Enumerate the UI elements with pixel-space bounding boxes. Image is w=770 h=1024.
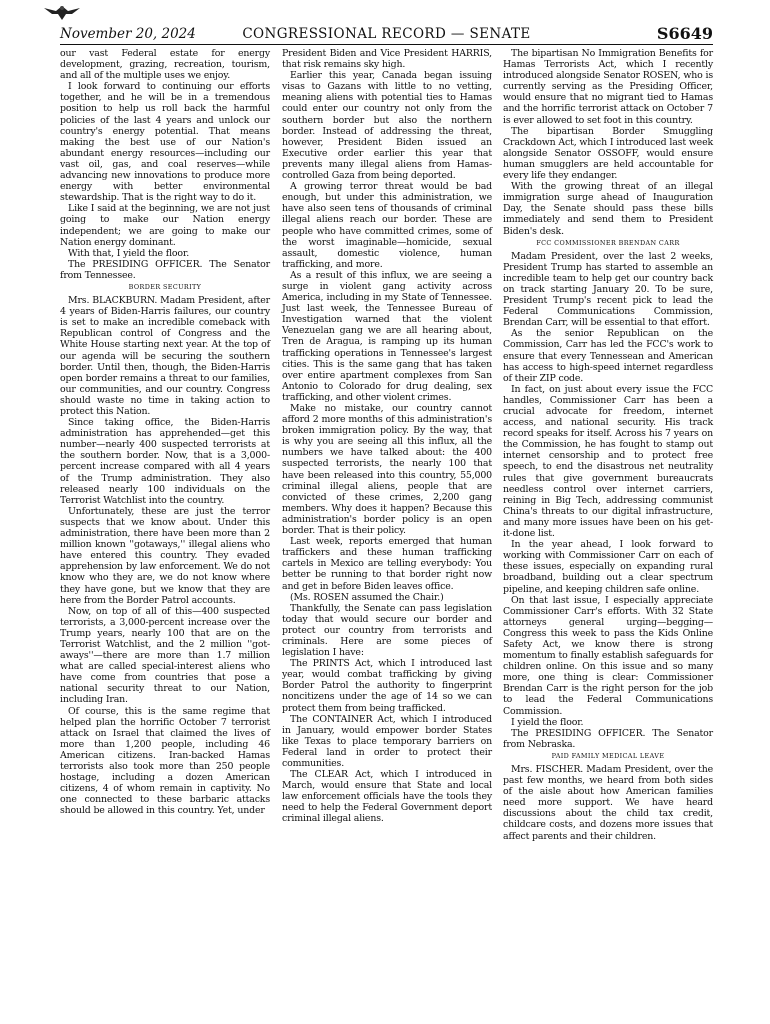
paragraph: In the year ahead, I look forward to working with Commissioner Carr on each of these issues, especially on expanding rural broadband, building out a clear spectrum pipeline, and keeping children safe online. [503, 539, 713, 595]
paragraph: Mrs. FISCHER. Madam President, over the past few months, we heard from both sides of the aisle about how American families need more support. We have heard discussions about the child tax credit, childcare costs, and dozens more issues that affect parents and their children. [503, 764, 713, 842]
paragraph: The bipartisan No Immigration Benefits for Hamas Terrorists Act, which I recently introduced alongside Senator ROSEN, who is currently serving as the Presiding Officer, would ensure that no migrant tied to Hamas and the horrific terrorist attack on October 7 is ever allowed to set foot in this country. [503, 48, 713, 126]
paragraph: President Biden and Vice President HARRIS, that risk remains sky high. [282, 48, 492, 71]
section-heading: FCC COMMISSIONER BRENDAN CARR [536, 238, 680, 247]
section-heading: BORDER SECURITY [128, 282, 202, 291]
page-header [60, 24, 713, 44]
paragraph: Since taking office, the Biden-Harris administration has apprehended—get this number—nearly 400 suspected terrorists at the southern border. Now, that is a 3,000-percent increase compared with all 4 years of the Trump administration. They also released nearly 100 individuals on the Terrorist Watchlist into the country. [60, 417, 270, 506]
section-heading: PAID FAMILY MEDICAL LEAVE [551, 751, 665, 760]
text-column-3 [503, 48, 713, 842]
record-date: November 20, 2024 [60, 26, 196, 42]
paragraph: With that, I yield the floor. [68, 247, 190, 259]
paragraph: I look forward to continuing our efforts together, and he will be in a tremendous position to help us roll back the harmful policies of the last 4 years and unlock our country's energy potential. That means making the best use of our Nation's abundant energy resources—including our vast oil, gas, and coal reserves—while advancing new innovations to produce more energy with better environmental stewardship. That is the right way to do it. [60, 81, 270, 204]
paragraph: Last week, reports emerged that human traffickers and these human trafficking cartels in Mexico are telling everybody: You better be running to that border right now and get in before Biden leaves office. [282, 536, 492, 592]
paragraph: I yield the floor. [511, 716, 584, 728]
paragraph: Of course, this is the same regime that helped plan the horrific October 7 terrorist attack on Israel that claimed the lives of more than 1,200 people, including 46 American citizens. Iran-backed Hamas terrorists also took more than 250 people hostage, including a dozen American citizens, 4 of whom remain in captivity. No one connected to these barbaric attacks should be allowed in this country. Yet, under [60, 705, 270, 817]
page-number: S6649 [656, 24, 713, 43]
paragraph: The PRESIDING OFFICER. The Senator from Nebraska. [503, 727, 713, 750]
paragraph: With the growing threat of an illegal immigration surge ahead of Inauguration Day, the Senate should pass these bills immediately and send them to President Biden's desk. [503, 181, 713, 237]
eagle-seal-icon [42, 2, 82, 22]
paragraph: Thankfully, the Senate can pass legislation today that would secure our border and protect our country from terrorists and criminals. Here are some pieces of legislation I have: [282, 602, 492, 659]
paragraph: (Ms. ROSEN assumed the Chair.) [290, 591, 444, 603]
paragraph: Earlier this year, Canada began issuing visas to Gazans with little to no vetting, meaning aliens with potential ties to Hamas could enter our country not only from the southern border but also the northern border. Instead of addressing the threat, however, President Biden issued an Executive order earlier this year that prevents many illegal aliens from Hamas-controlled Gaza from being deported. [282, 70, 492, 182]
header-rule [60, 44, 713, 45]
paragraph: In fact, on just about every issue the FCC handles, Commissioner Carr has been a crucial advocate for freedom, internet access, and national security. His track record speaks for itself. Across his 7 years on the Commission, he has fought to stamp out internet censorship and to protect free speech, to end the disastrous net neutrality rules that give government bureaucrats needless control over internet carriers, reining in Big Tech, addressing communist China's threats to our digital infrastructure, and many more issues have been on his get-it-done list. [503, 383, 713, 540]
paragraph: The CLEAR Act, which I introduced in March, would ensure that State and local law enforcement officials have the tools they need to help the Federal Government deport criminal illegal aliens. [282, 769, 492, 825]
text-column-2 [282, 48, 492, 825]
paragraph: As a result of this influx, we are seeing a surge in violent gang activity across America, including in my State of Tennessee. Just last week, the Tennessee Bureau of Investigation warned that the violent Venezuelan gang we are all hearing about, Tren de Aragua, is ramping up its human trafficking operations in Tennessee's largest cities. This is the same gang that has taken over entire apartment complexes from San Antonio to Colorado for drug dealing, sex trafficking, and other violent crimes. [282, 269, 492, 403]
paragraph: Madam President, over the last 2 weeks, President Trump has started to assemble an incredible team to help get our country back on track starting January 20. To be sure, President Trump's recent pick to lead the Federal Communications Commission, Brendan Carr, will be essential to that effort. [503, 250, 713, 329]
paragraph: The CONTAINER Act, which I introduced in January, would empower border States like Texas to place temporary barriers on Federal land in order to protect their communities. [282, 713, 492, 769]
paragraph: Like I said at the beginning, we are not just going to make our Nation energy independent; we are going to make our Nation energy dominant. [60, 203, 270, 248]
paragraph: On that last issue, I especially appreciate Commissioner Carr's efforts. With 32 State attorneys general urging—begging—Congress this week to pass the Kids Online Safety Act, we know there is strong momentum to finally establish safeguards for children online. On this issue and so many more, one thing is clear: Commissioner Brendan Carr is the right person for the job to lead the Federal Communications Commission. [503, 594, 713, 717]
paragraph: Make no mistake, our country cannot afford 2 more months of this administration's broken immigration policy. By the way, that is why you are seeing all this influx, all the numbers we have talked about: the 400 suspected terrorists, the nearly 100 that have been released into this country, 55,000 criminal illegal aliens, people that are convicted of these crimes, 2,200 gang members. Why does it happen? Because this administration's border policy is an open border. That is their policy. [282, 403, 492, 537]
record-title: CONGRESSIONAL RECORD — SENATE [242, 26, 531, 42]
paragraph: our vast Federal estate for energy development, grazing, recreation, tourism, and all of the multiple uses we enjoy. [60, 48, 270, 82]
text-column-1 [60, 48, 270, 816]
paragraph: Mrs. BLACKBURN. Madam President, after 4 years of Biden-Harris failures, our country is set to make an incredible comeback with Republican control of Congress and the White House starting next year. At the top of our agenda will be securing the southern border. Until then, though, the Biden-Harris open border remains a threat to our families, our communities, and our country. Congress should waste no time in taking action to protect this Nation. [60, 295, 270, 417]
paragraph: As the senior Republican on the Commission, Carr has led the FCC's work to ensure that every Tennessean and American has access to high-speed internet regardless of their ZIP code. [503, 328, 713, 384]
paragraph: Unfortunately, these are just the terror suspects that we know about. Under this administration, there have been more than 2 million known ''gotaways,'' illegal aliens who have entered this country. They evaded apprehension by law enforcement. We do not know who they are, we do not know where they have gone, but we know that they are here from the Border Patrol accounts. [60, 505, 270, 606]
paragraph: Now, on top of all of this—400 suspected terrorists, a 3,000-percent increase over the Trump years, nearly 100 that are on the Terrorist Watchlist, and the 2 million ''got-aways''—there are more than 1.7 million what are called special-interest aliens who have come from countries that pose a national security threat to our Nation, including Iran. [60, 605, 270, 706]
paragraph: The PRESIDING OFFICER. The Senator from Tennessee. [60, 258, 270, 281]
paragraph: A growing terror threat would be bad enough, but under this administration, we have also seen tens of thousands of criminal illegal aliens reach our border. These are people who have committed crimes, some of the worst imaginable—homicide, sexual assault, domestic violence, human trafficking, and more. [282, 181, 492, 270]
paragraph: The bipartisan Border Smuggling Crackdown Act, which I introduced last week alongside Senator OSSOFF, would ensure human smugglers are held accountable for every life they endanger. [503, 125, 713, 182]
paragraph: The PRINTS Act, which I introduced last year, would combat trafficking by giving Border Patrol the authority to fingerprint noncitizens under the age of 14 so we can protect them from being trafficked. [282, 658, 492, 714]
